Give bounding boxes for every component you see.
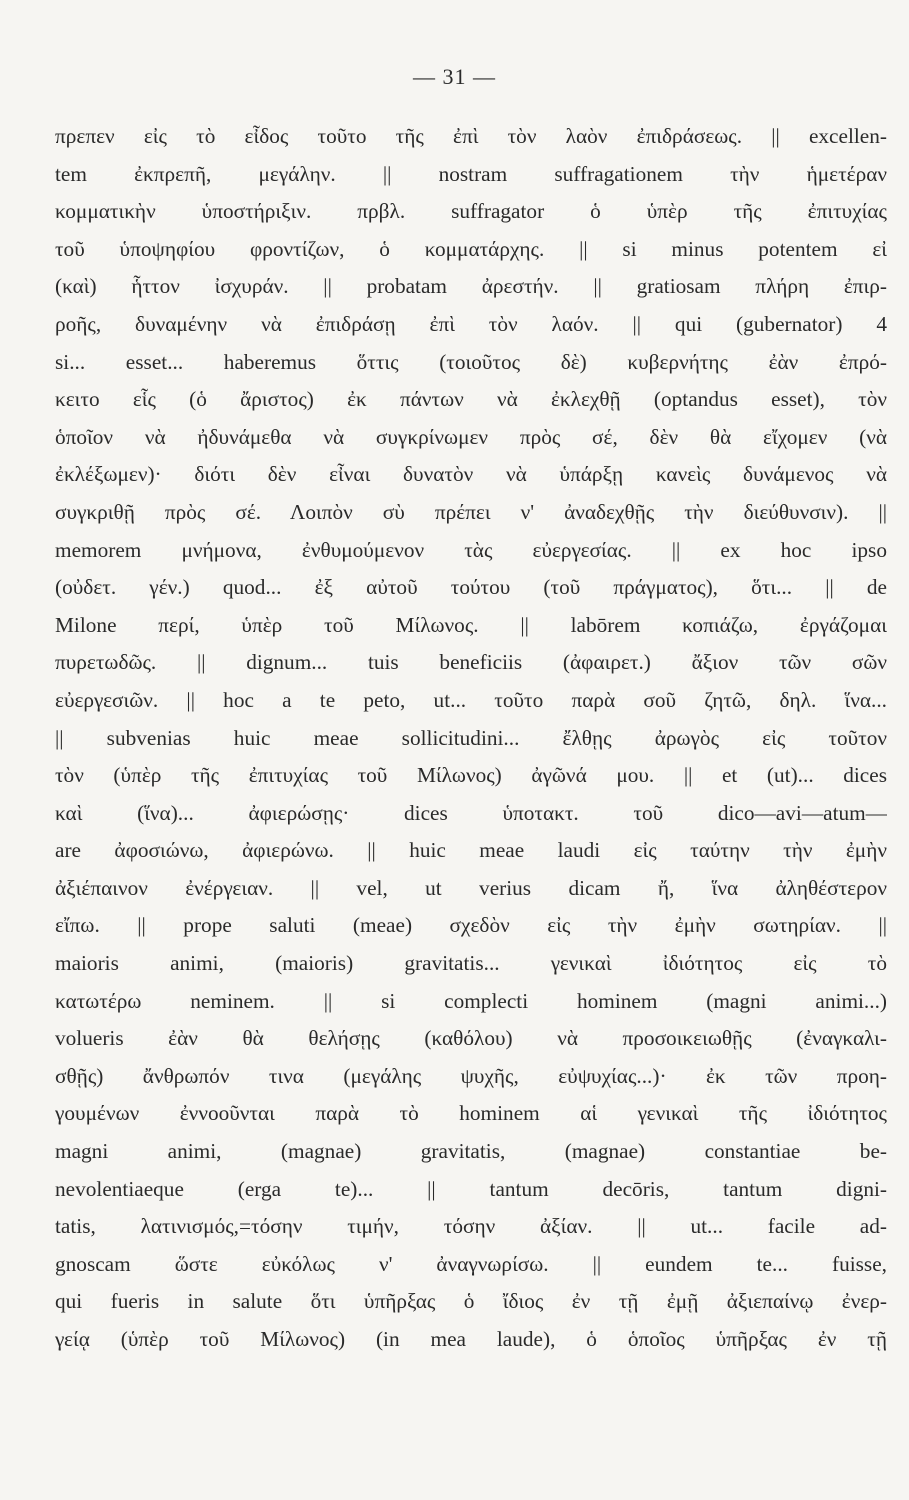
text-line: κομματικὴν ὑποστήριξιν. πρβλ. suffragator ὁ ὑπὲρ τῆς ἐπιτυχίας bbox=[55, 199, 887, 224]
text-line: ἀξιέπαινον ἐνέργειαν. || vel, ut verius dicam ἤ, ἵνα ἀληθέστερον bbox=[55, 875, 887, 900]
text-line: magni animi, (magnae) gravitatis, (magnae) constantiae be- bbox=[55, 1139, 887, 1164]
text-line: || subvenias huic meae sollicitudini... ἔλθῃς ἀρωγὸς εἰς τοῦτον bbox=[55, 725, 887, 750]
text-line: ροῆς, δυναμένην νὰ ἐπιδράσῃ ἐπὶ τὸν λαόν. || qui (gubernator) 4 bbox=[55, 311, 887, 336]
text-line: τὸν (ὑπὲρ τῆς ἐπιτυχίας τοῦ Μίλωνος) ἀγῶνά μου. || et (ut)... dices bbox=[55, 763, 887, 788]
text-line: εὐεργεσιῶν. || hoc a te peto, ut... τοῦτο παρὰ σοῦ ζητῶ, δηλ. ἵνα... bbox=[55, 687, 887, 712]
text-line: πρεπεν εἰς τὸ εἶδος τοῦτο τῆς ἐπὶ τὸν λαὸν ἐπιδράσεως. || excellen- bbox=[55, 124, 887, 148]
text-line: tem ἐκπρεπῆ, μεγάλην. || nostram suffragationem τὴν ἡμετέραν bbox=[55, 161, 887, 186]
commentary-text bbox=[55, 118, 887, 1359]
text-line: συγκριθῇ πρὸς σέ. Λοιπὸν σὺ πρέπει ν' ἀναδεχθῇς τὴν διεύθυνσιν). || bbox=[55, 499, 887, 524]
text-line: ἐκλέξωμεν)· διότι δὲν εἶναι δυνατὸν νὰ ὑπάρξῃ κανεὶς δυνάμενος νὰ bbox=[55, 462, 887, 487]
text-line: volueris ἐὰν θὰ θελήσῃς (καθόλου) νὰ προσοικειωθῇς (ἐναγκαλι- bbox=[55, 1026, 887, 1051]
text-line: γείᾳ (ὑπὲρ τοῦ Μίλωνος) (in mea laude), ὁ ὁποῖος ὑπῆρξας ἐν τῇ bbox=[55, 1327, 887, 1351]
text-line: (καὶ) ἧττον ἰσχυράν. || probatam ἀρεστήν. || gratiosam πλήρη ἐπιρ- bbox=[55, 274, 887, 299]
text-line: κειτο εἷς (ὁ ἄριστος) ἐκ πάντων νὰ ἐκλεχθῇ (optandus esset), τὸν bbox=[55, 387, 887, 412]
text-line: si... esset... haberemus ὅττις (τοιοῦτος δὲ) κυβερνήτης ἐὰν ἐπρό- bbox=[55, 349, 887, 374]
text-line: καὶ (ἵνα)... ἀφιερώσῃς· dices ὑποτακτ. τοῦ dico—avi—atum— bbox=[55, 800, 887, 825]
text-line: ὁποῖον νὰ ἠδυνάμεθα νὰ συγκρίνωμεν πρὸς σέ, δὲν θὰ εἴχομεν (νὰ bbox=[55, 424, 887, 449]
text-line: memorem μνήμονα, ἐνθυμούμενον τὰς εὐεργεσίας. || ex hoc ipso bbox=[55, 537, 887, 562]
text-line: maioris animi, (maioris) gravitatis... γενικαὶ ἰδιότητος εἰς τὸ bbox=[55, 951, 887, 976]
text-line: tatis, λατινισμός,=τόσην τιμήν, τόσην ἀξίαν. || ut... facile ad- bbox=[55, 1214, 887, 1239]
text-line: πυρετωδῶς. || dignum... tuis beneficiis (ἀφαιρετ.) ἄξιον τῶν σῶν bbox=[55, 650, 887, 675]
text-line: (οὐδετ. γέν.) quod... ἐξ αὐτοῦ τούτου (τοῦ πράγματος), ὅτι... || de bbox=[55, 575, 887, 600]
text-line: nevolentiaeque (erga te)... || tantum decōris, tantum digni- bbox=[55, 1176, 887, 1201]
text-line: are ἀφοσιώνω, ἀφιερώνω. || huic meae laudi εἰς ταύτην τὴν ἐμὴν bbox=[55, 838, 887, 863]
text-line: Milone περί, ὑπὲρ τοῦ Μίλωνος. || labōrem κοπιάζω, ἐργάζομαι bbox=[55, 612, 887, 637]
text-line: κατωτέρω neminem. || si complecti hominem (magni animi...) bbox=[55, 988, 887, 1013]
text-line: qui fueris in salute ὅτι ὑπῆρξας ὁ ἴδιος ἐν τῇ ἐμῇ ἀξιεπαίνῳ ἐνερ- bbox=[55, 1289, 887, 1314]
text-line: εἴπω. || prope saluti (meae) σχεδὸν εἰς τὴν ἐμὴν σωτηρίαν. || bbox=[55, 913, 887, 938]
page-number: — 31 — bbox=[413, 64, 496, 89]
text-line: σθῇς) ἄνθρωπόν τινα (μεγάλης ψυχῆς, εὐψυχίας...)· ἐκ τῶν προη- bbox=[55, 1063, 887, 1088]
text-line: γουμένων ἐννοοῦνται παρὰ τὸ hominem αἱ γενικαὶ τῆς ἰδιότητος bbox=[55, 1101, 887, 1126]
text-line: τοῦ ὑποψηφίου φροντίζων, ὁ κομματάρχης. || si minus potentem εἰ bbox=[55, 236, 887, 261]
text-line: gnoscam ὥστε εὐκόλως ν' ἀναγνωρίσω. || eundem te... fuisse, bbox=[55, 1251, 887, 1276]
